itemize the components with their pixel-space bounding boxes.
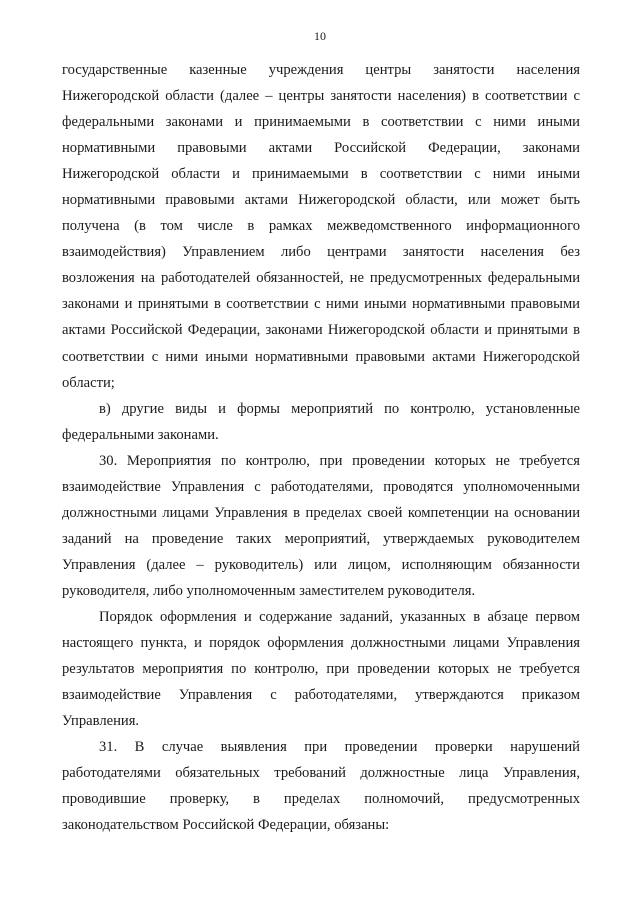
document-body (62, 57, 580, 838)
paragraph-continuation: государственные казенные учреждения центры занятости населения Нижегородской области (далее – центры занятости населения) в соответствии с федеральными законами и принимаемыми в соответствии с ними иными нормативными правовыми актами Российской Федерации, законами Нижегородской области и принимаемыми в соответствии с ними иными нормативными правовыми актами Нижегородской области, или может быть получена (в том числе в рамках межведомственного информационного взаимодействия) Управлением либо центрами занятости населения без возложения на работодателей обязанностей, не предусмотренных федеральными законами и принятыми в соответствии с ними иными нормативными правовыми актами Российской Федерации, законами Нижегородской области и принятыми в соответствии с ними иными нормативными правовыми актами Нижегородской области; (62, 62, 580, 391)
page-number: 10 (314, 29, 326, 43)
paragraph-procedure: Порядок оформления и содержание заданий, указанных в абзаце первом настоящего пункта, и порядок оформления должностными лицами Управления результатов мероприятия по контролю, при проведении которых не требуется взаимодействие Управления с работодателями, утверждаются приказом Управления. (62, 608, 580, 730)
paragraph-clause-30: 30. Мероприятия по контролю, при проведении которых не требуется взаимодействие Управления с работодателями, проводятся уполномоченными должностными лицами Управления в пределах своей компетенции на основании заданий на проведение таких мероприятий, утверждаемых руководителем Управления (далее – руководитель) или лицом, исполняющим обязанности руководителя, либо уполномоченным заместителем руководителя. (62, 452, 580, 599)
paragraph-item-v: в) другие виды и формы мероприятий по контролю, установленные федеральными законами. (62, 400, 580, 443)
paragraph-clause-31: 31. В случае выявления при проведении проверки нарушений работодателями обязательных требований должностные лица Управления, проводившие проверку, в пределах полномочий, предусмотренных законодательством Российской Федерации, обязаны: (62, 739, 580, 834)
